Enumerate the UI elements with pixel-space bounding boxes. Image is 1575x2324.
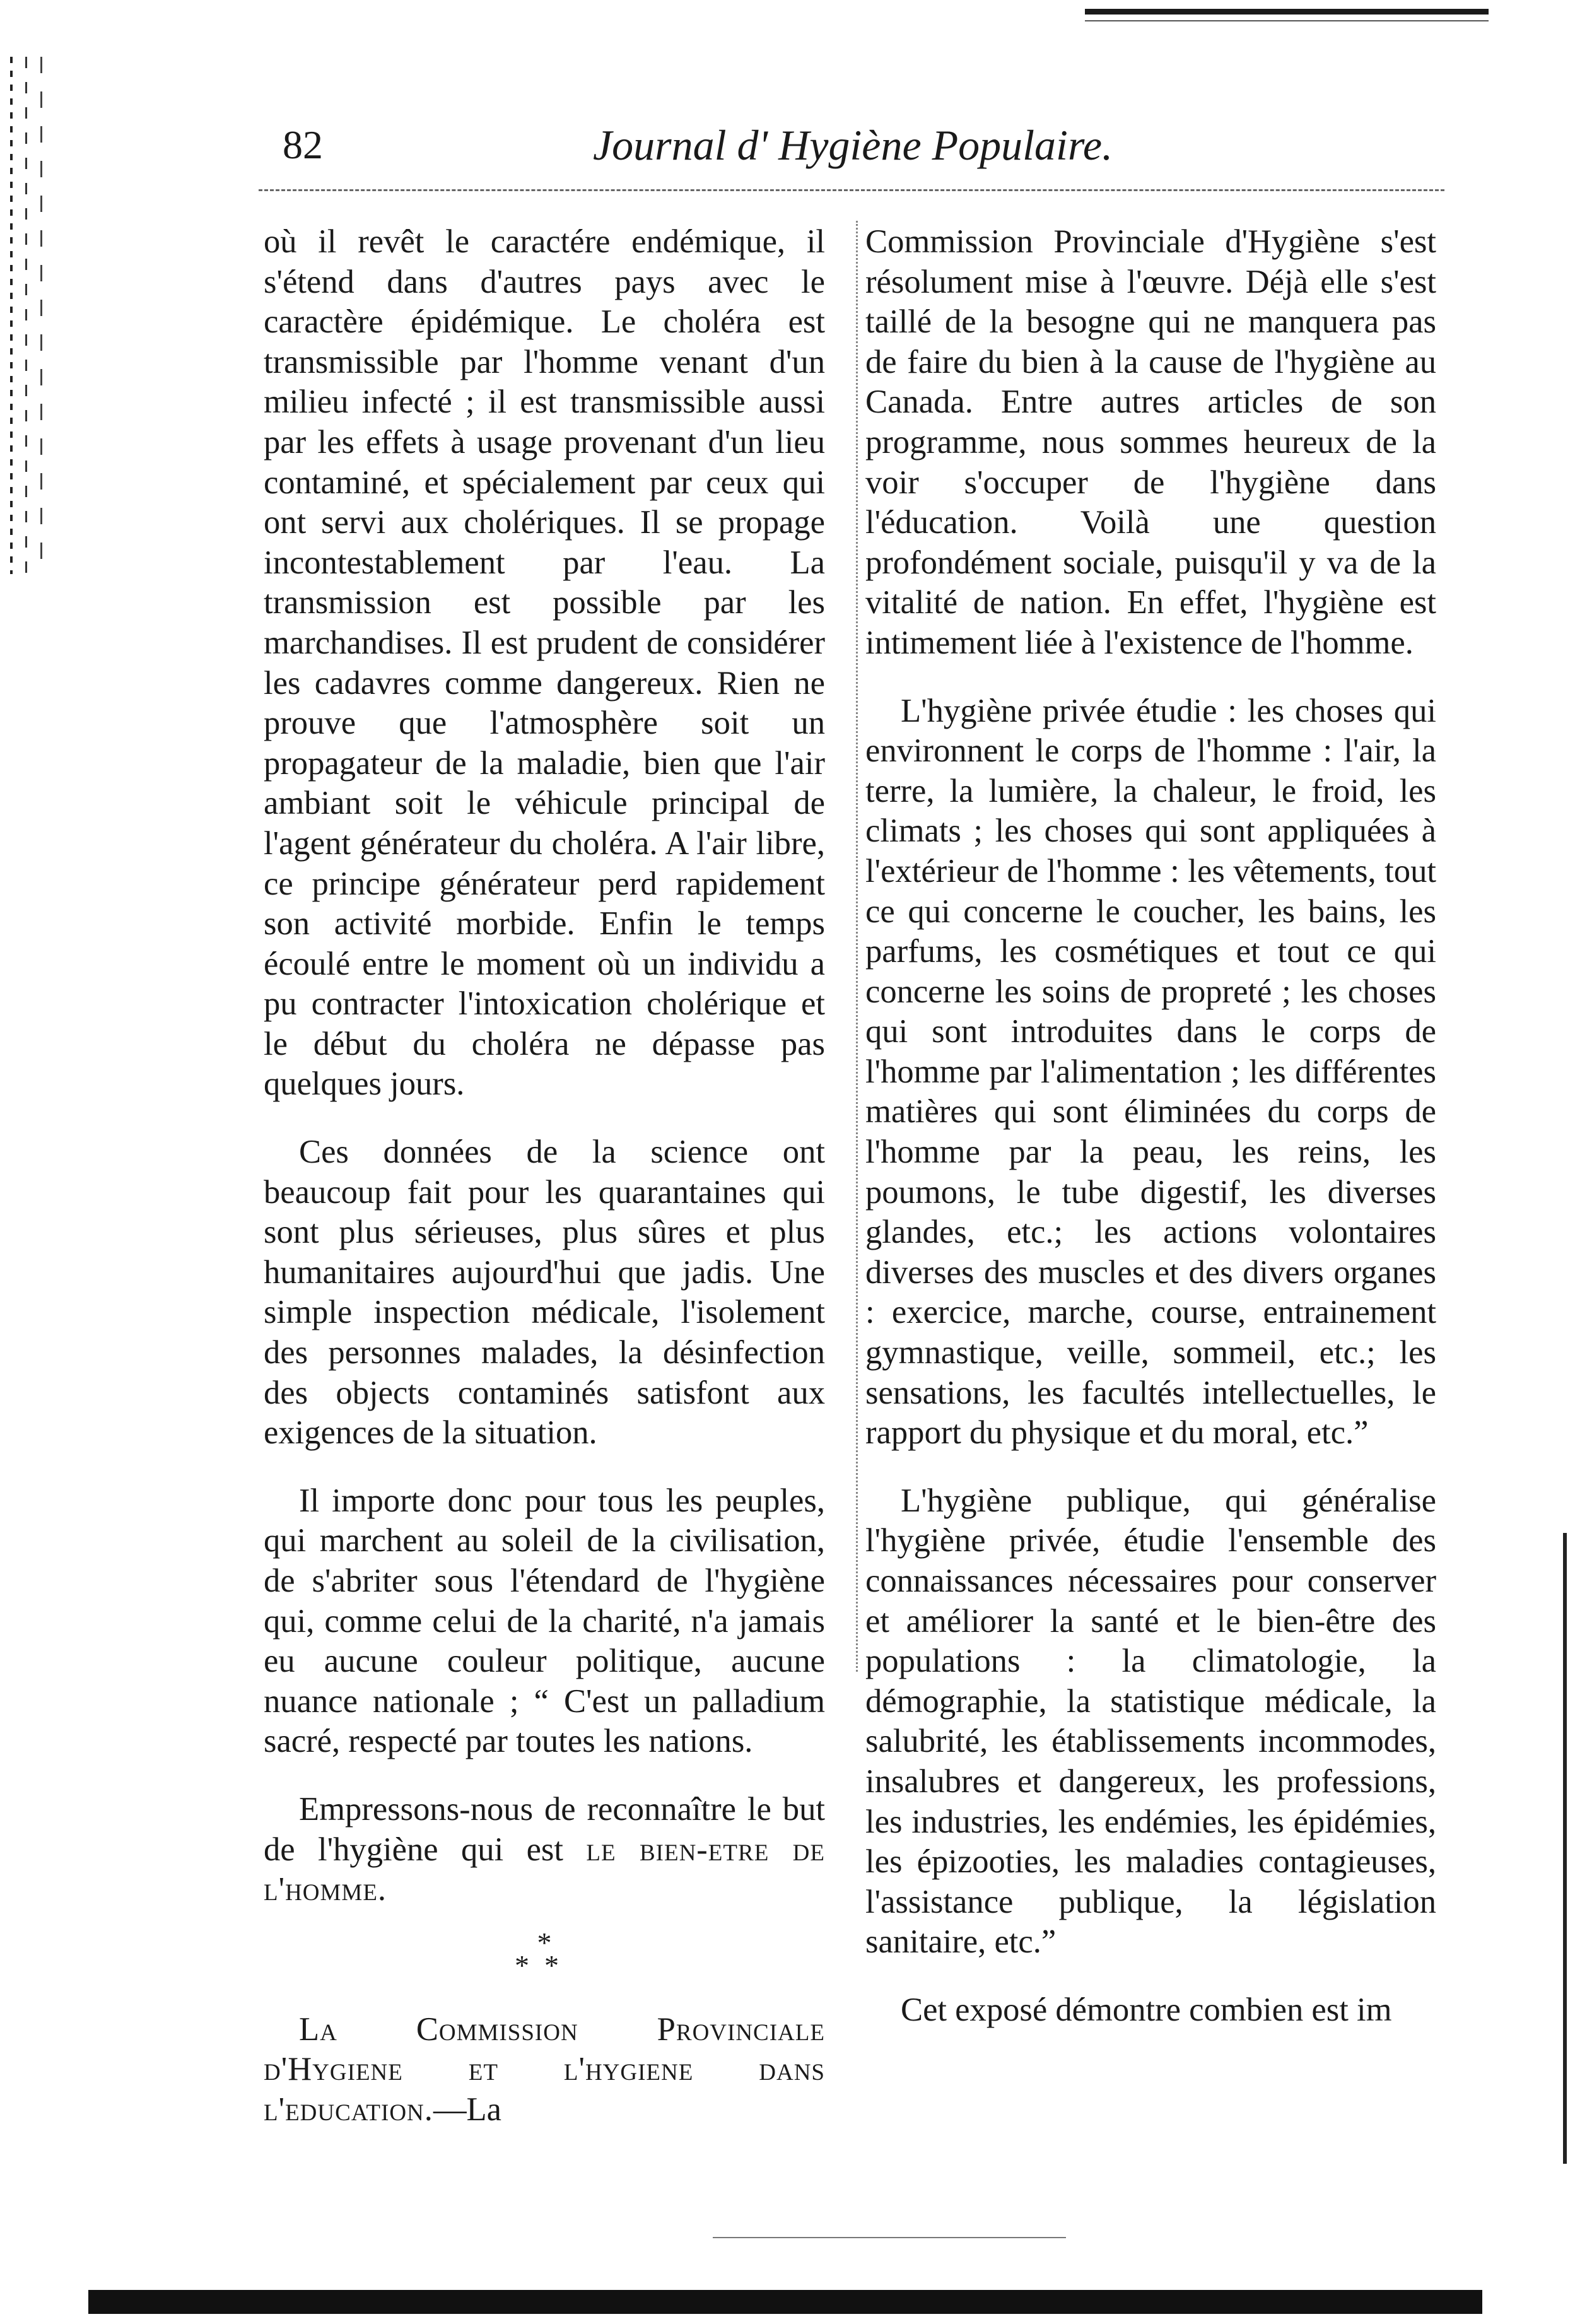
paragraph: L'hygiène privée étudie : les choses qui environnent le corps de l'homme : l'air, la terre, la lumière, la chaleur, le froid, les climats ; les choses qui sont appliquées à l'extérieur de l'homme : les vêtements, tout ce qui concerne le coucher, les bains, les parfums, les cosmétiques et tout ce qui concerne les soins de propreté ; les choses qui sont introduites dans le corps de l'homme par l'alimentation ; les différentes matières qui sont éliminées du corps de l'homme par la peau, les reins, les poumons, le tube digestif, les diverses glandes, etc.; les actions volontaires diverses des muscles et des divers organes : exercice, marche, course, entrainement gymnastique, veille, sommeil, etc.; les sensations, les facultés intellectuelles, le rapport du physique et du moral, etc.”: [865, 692, 1436, 1452]
scan-bottom-bar: [88, 2290, 1482, 2314]
left-column: [264, 222, 825, 2158]
paragraph: Il importe donc pour tous les peuples, qui marchent au soleil de la civilisation, de s'abriter sous l'étendard de l'hygiène qui, comme celui de la charité, n'a jamais eu aucune couleur politique, aucune nuance nationale ; “ C'est un palladium sacré, respecté par toutes les nations.: [264, 1482, 825, 1760]
scan-right-edge-mark: [1563, 1533, 1567, 2164]
section-heading-paragraph: [264, 2010, 825, 2130]
section-heading-tail: —La: [433, 2091, 502, 2128]
asterism: [264, 1926, 825, 1981]
emphasis-smallcaps: le bien-etre de l'homme.: [264, 1831, 825, 1908]
paragraph: [264, 1790, 825, 1910]
scan-bottom-rule: [713, 2237, 1066, 2238]
running-title: Journal d' Hygiène Populaire.: [593, 121, 1113, 169]
scan-binding-marks: [5, 57, 52, 574]
scan-top-rule-thin: [1085, 20, 1489, 21]
paragraph: L'hygiène publique, qui généralise l'hygiène privée, étudie l'ensemble des connaissances nécessaires pour conserver et améliorer la santé et le bien-être des populations : la climatologie, la démographie, la statistique médicale, la salubrité, les établissements incommodes, insalubres et dangereux, les professions, les industries, les endémies, les épidémies, les épizooties, les maladies contagieuses, l'assistance publique, la législation sanitaire, etc.”: [865, 1482, 1436, 1961]
section-heading: La Commission Provinciale d'Hygiene et l'hygiene dans l'education.: [264, 2010, 825, 2128]
scan-top-rule: [1085, 9, 1489, 15]
page-number: 82: [283, 122, 323, 167]
column-divider: [856, 221, 858, 1672]
paragraph: où il revêt le caractére endémique, il s'étend dans d'autres pays avec le caractère épidémique. Le choléra est transmissible par l'homme venant d'un milieu infecté ; il est transmissible aussi par les effets à usage provenant d'un lieu contaminé, et spécialement par ceux qui ont servi aux cholériques. Il se propage incontestablement par l'eau. La transmission est possible par les marchandises. Il est prudent de considérer les cadavres comme dangereux. Rien ne prouve que l'atmosphère soit un propagateur de la maladie, bien que l'air ambiant soit le véhicule principal de l'agent générateur du choléra. A l'air libre, ce principe générateur perd rapidement son activité morbide. Enfin le temps écoulé entre le moment où un individu a pu contracter l'intoxication cholérique et le début du choléra ne dépasse pas quelques jours.: [264, 223, 825, 1103]
right-column: [865, 222, 1436, 2058]
paragraph-text: Empressons-nous de reconnaître le but de l'hygiène qui est: [264, 1790, 825, 1868]
paragraph: Commission Provinciale d'Hygiène s'est résolument mise à l'œuvre. Déjà elle s'est taillé de la besogne qui ne manquera pas de faire du bien à la cause de l'hygiène au Canada. Entre autres articles de son programme, nous sommes heureux de la voir s'occuper de l'hygiène dans l'éducation. Voilà une question profondément sociale, puisqu'il y va de la vitalité de nation. En effet, l'hygiène est intimement liée à l'existence de l'homme.: [865, 223, 1436, 661]
paragraph: Cet exposé démontre combien est im: [901, 1991, 1392, 2028]
paragraph: Ces données de la science ont beaucoup fait pour les quarantaines qui sont plus sérieuses, plus sûres et plus humanitaires aujourd'hui que jadis. Une simple inspection médicale, l'isolement des personnes malades, la désinfection des objects contaminés satisfont aux exigences de la situation.: [264, 1134, 825, 1452]
header-rule: [259, 189, 1444, 191]
asterism-bottom: **: [515, 1949, 574, 1981]
asterism-top: *: [537, 1926, 552, 1959]
